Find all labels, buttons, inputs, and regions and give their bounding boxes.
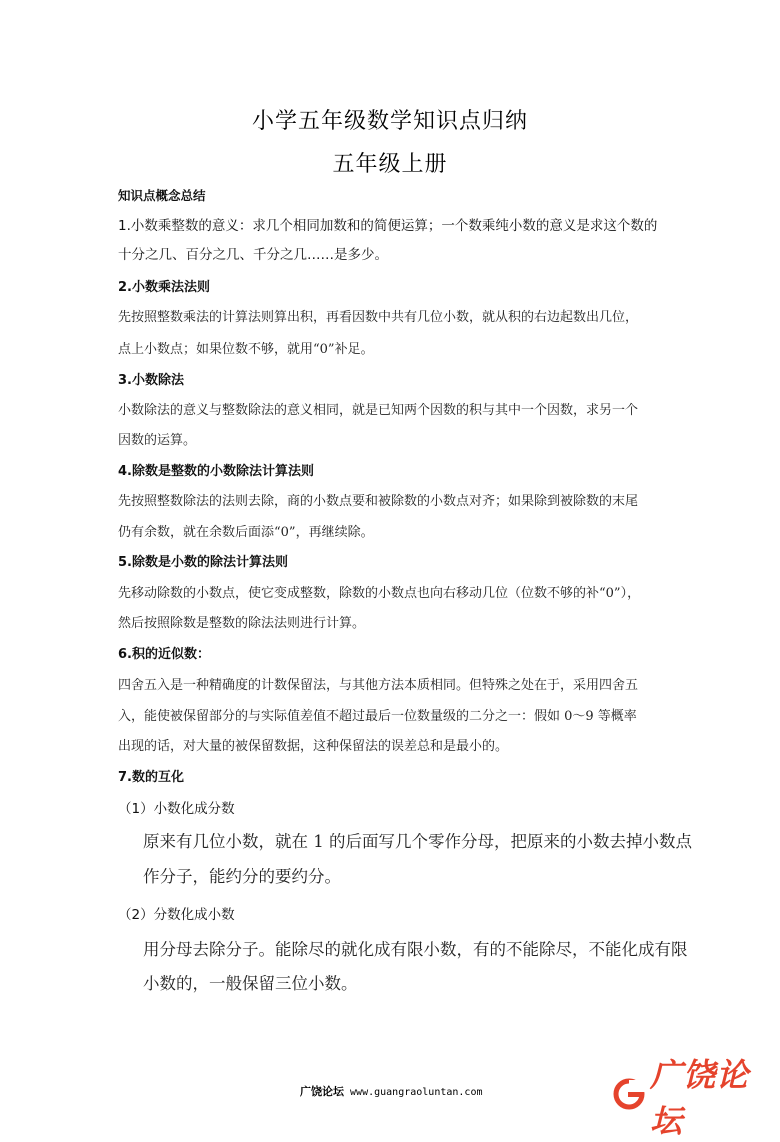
heading-7: 7.数的互化: [118, 770, 184, 785]
subsection-2-line-2: 小数的，一般保留三位小数。: [143, 974, 358, 993]
paragraph-6-line-3: 出现的话，对大量的被保留数据，这种保留法的误差总和是最小的。: [118, 739, 509, 754]
paragraph-2-line-1: 先按照整数乘法的计算法则算出积，再看因数中共有几位小数，就从积的右边起数出几位，: [118, 310, 639, 325]
paragraph-4-line-2: 仍有余数，就在余数后面添“0”，再继续除。: [118, 525, 374, 540]
footer-site-name: 广饶论坛: [300, 1085, 344, 1098]
paragraph-1-line-1: 1.小数乘整数的意义：求几个相同加数和的简便运算；一个数乘纯小数的意义是求这个数的: [118, 218, 658, 234]
paragraph-5-line-1: 先移动除数的小数点，使它变成整数，除数的小数点也向右移动几位（位数不够的补“0”），: [118, 586, 641, 601]
heading-5: 5.除数是小数的除法计算法则: [118, 555, 288, 570]
subsection-2-line-1: 用分母去除分子。能除尽的就化成有限小数，有的不能除尽，不能化成有限: [143, 940, 688, 959]
paragraph-2-line-2: 点上小数点；如果位数不够，就用“0”补足。: [118, 342, 374, 357]
section-label: 知识点概念总结: [118, 188, 206, 203]
paragraph-6-line-2: 入，能使被保留部分的与实际值差值不超过最后一位数量级的二分之一：假如 0～9 等概率: [118, 709, 637, 724]
document-subtitle: 五年级上册: [332, 152, 448, 177]
footer-site-info: [300, 1083, 482, 1099]
paragraph-6-line-1: 四舍五入是一种精确度的计数保留法，与其他方法本质相同。但特殊之处在于，采用四舍五: [118, 678, 639, 693]
heading-4: 4.除数是整数的小数除法计算法则: [118, 464, 314, 479]
subheading-fraction-to-decimal: （2）分数化成小数: [118, 907, 235, 923]
document-title: 小学五年级数学知识点归纳: [251, 109, 528, 134]
paragraph-3-line-1: 小数除法的意义与整数除法的意义相同，就是已知两个因数的积与其中一个因数，求另一个: [118, 403, 639, 418]
heading-6: 6.积的近似数：: [118, 647, 210, 662]
heading-2: 2.小数乘法法则: [118, 280, 210, 295]
paragraph-4-line-1: 先按照整数除法的法则去除，商的小数点要和被除数的小数点对齐；如果除到被除数的末尾: [118, 494, 639, 509]
subsection-1-line-1: 原来有几位小数，就在 1 的后面写几个零作分母，把原来的小数去掉小数点: [143, 832, 692, 851]
footer-site-url[interactable]: www.guangraoluntan.com: [350, 1087, 483, 1098]
site-logo[interactable]: [612, 1050, 780, 1142]
subheading-decimal-to-fraction: （1）小数化成分数: [118, 801, 235, 817]
paragraph-1-line-2: 十分之几、百分之几、千分之几……是多少。: [118, 247, 388, 263]
g-swirl-icon: [612, 1077, 646, 1115]
heading-3: 3.小数除法: [118, 373, 184, 388]
paragraph-5-line-2: 然后按照除数是整数的除法法则进行计算。: [118, 616, 366, 631]
subsection-1-line-2: 作分子，能约分的要约分。: [143, 867, 341, 886]
logo-text: 广饶论坛: [650, 1056, 750, 1140]
paragraph-3-line-2: 因数的运算。: [118, 433, 197, 448]
